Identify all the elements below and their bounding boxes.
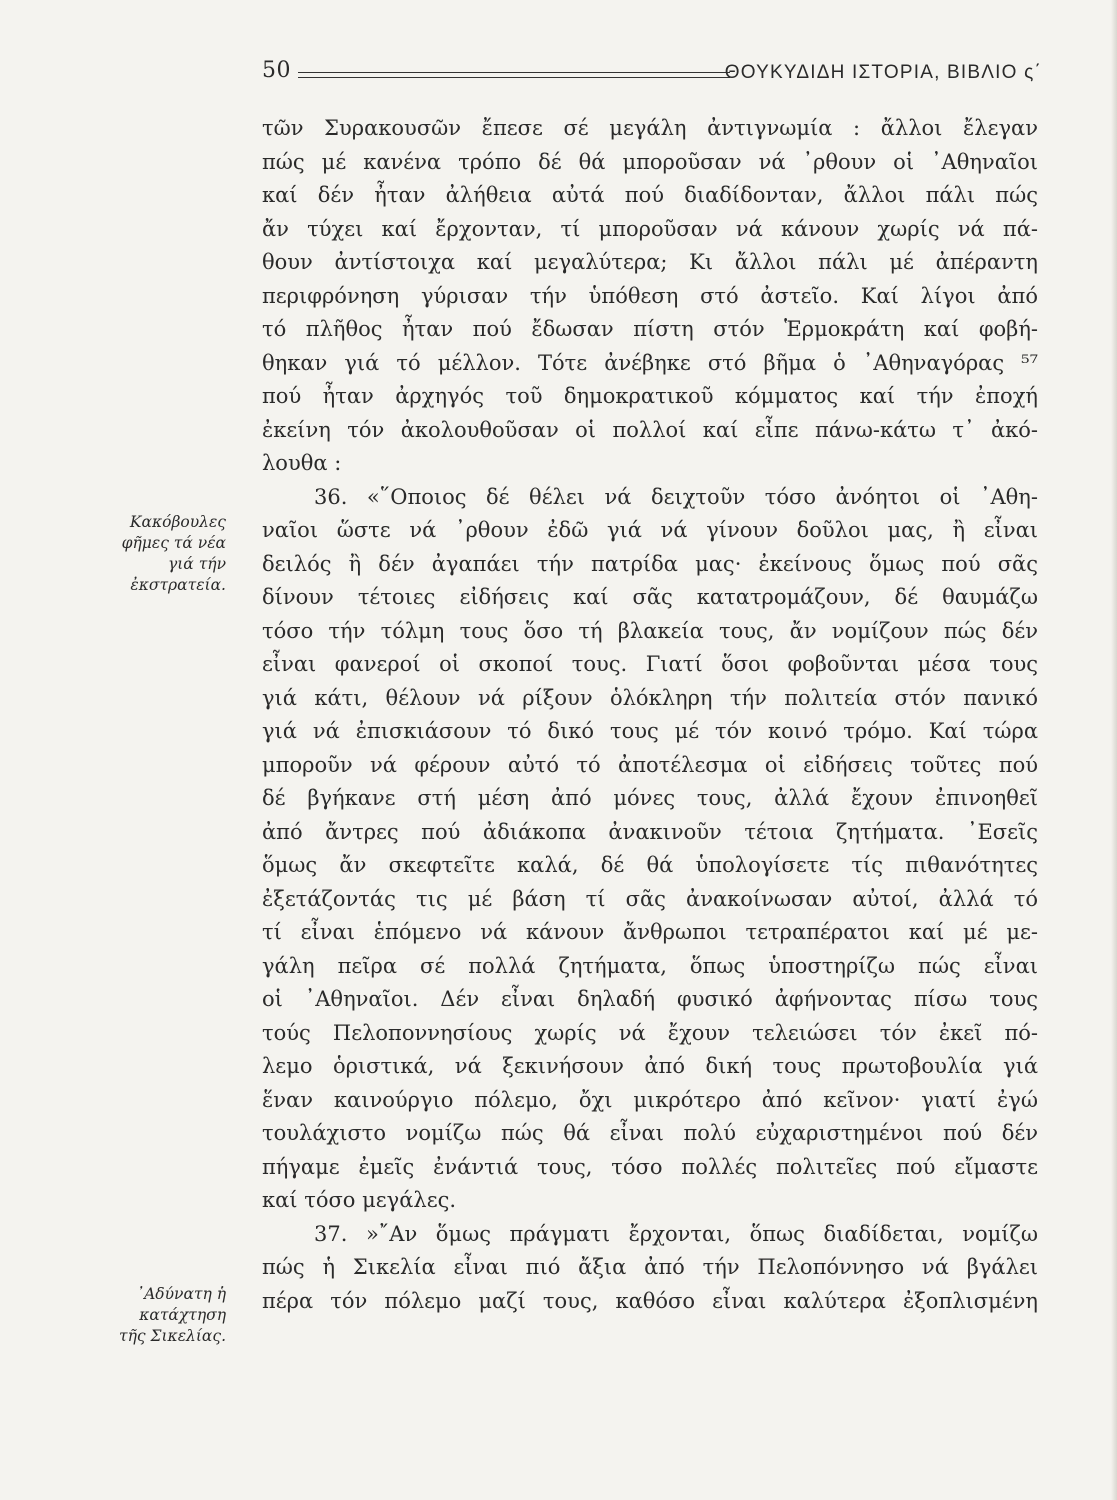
section-36-start: 36. «῞Οποιος δέ θέλει νά δειχτοῦν τόσο ἀνόητοι οἱ ᾿Αθη- (314, 484, 1038, 509)
text-line: εἶναι φανεροί οἱ σκοποί τους. Γιατί ὅσοι φοβοῦνται μέσα τους (262, 652, 1038, 676)
text-line: γιά κάτι, θέλουν νά ρίξουν ὁλόκληρη τήν πολιτεία στόν πανικό (262, 685, 1038, 710)
scan-edge-shadow (1111, 0, 1117, 1500)
text-line: τί εἶναι ἑπόμενο νά κάνουν ἄνθρωποι τετραπέρατοι καί μέ με- (262, 920, 1038, 944)
margin-note-line: γιά τήν (167, 555, 226, 573)
text-line: πέρα τόν πόλεμο μαζί τους, καθόσο εἶναι καλύτερα ἐξοπλισμένη (262, 1288, 1038, 1313)
text-line: δέ βγήκανε στή μέση ἀπό μόνες τους, ἀλλά ἔχουν ἐπινοηθεῖ (262, 786, 1038, 810)
page-header (262, 58, 1042, 94)
text-line: τούς Πελοποννησίους χωρίς νά ἔχουν τελειώσει τόν ἐκεῖ πό- (262, 1020, 1038, 1045)
margin-note-line: Κακόβουλες (129, 513, 226, 531)
text-line: γάλη πεῖρα σέ πολλά ζητήματα, ὅπως ὑποστηρίζω πώς εἶναι (262, 953, 1038, 978)
text-line: ὅμως ἄν σκεφτεῖτε καλά, δέ θά ὑπολογίσετε τίς πιθανότητες (262, 853, 1038, 877)
running-title: ΘΟΥΚΥΔΙΔΗ ΙΣΤΟΡΙΑ, ΒΙΒΛΙΟ ς΄ (724, 62, 1042, 83)
margin-note-sicily (100, 1284, 226, 1347)
text-line: πήγαμε ἐμεῖς ἐνάντιά τους, τόσο πολλές πολιτεῖες πού εἴμαστε (262, 1154, 1038, 1179)
text-line: λουθα : (262, 451, 342, 475)
text-line: καί δέν ἦταν ἀλήθεια αὐτά πού διαδίδονταν, ἄλλοι πάλι πώς (262, 183, 1038, 207)
header-rule (298, 72, 730, 78)
text-line: πώς ἡ Σικελία εἶναι πιό ἄξια ἀπό τήν Πελοπόννησο νά βγάλει (262, 1255, 1038, 1279)
text-line: ναῖοι ὥστε νά ᾿ρθουν ἐδῶ γιά νά γίνουν δοῦλοι μας, ἢ εἶναι (262, 518, 1038, 542)
margin-note-line: τῆς Σικελίας. (119, 1327, 226, 1345)
text-line: ἐκείνη τόν ἀκολουθοῦσαν οἱ πολλοί καί εἶπε πάνω-κάτω τ᾿ ἀκό- (262, 417, 1038, 442)
margin-note-line: ᾿Αδύνατη ἡ (136, 1285, 226, 1303)
page-number: 50 (262, 58, 291, 83)
text-line: καί τόσο μεγάλες. (262, 1188, 457, 1212)
text-line: θηκαν γιά τό μέλλον. Τότε ἀνέβηκε στό βῆμα ὁ ᾿Αθηναγόρας ⁵⁷ (262, 350, 1038, 375)
text-line: τόσο τήν τόλμη τους ὅσο τή βλακεία τους, ἄν νομίζουν πώς δέν (262, 618, 1038, 643)
text-line: δειλός ἢ δέν ἀγαπάει τήν πατρίδα μας· ἐκείνους ὅμως πού σᾶς (262, 551, 1038, 576)
section-37-start: 37. »῎Αν ὅμως πράγματι ἔρχονται, ὅπως διαδίδεται, νομίζω (314, 1221, 1038, 1246)
margin-note-line: κατάχτηση (139, 1306, 226, 1324)
text-line: περιφρόνηση γύρισαν τήν ὑπόθεση στό ἀστεῖο. Καί λίγοι ἀπό (262, 283, 1038, 308)
text-line: ἐξετάζοντάς τις μέ βάση τί σᾶς ἀνακοίνωσαν αὐτοί, ἀλλά τό (262, 886, 1038, 911)
text-line: οἱ ᾿Αθηναῖοι. Δέν εἶναι δηλαδή φυσικό ἀφήνοντας πίσω τους (262, 987, 1038, 1011)
text-line: τῶν Συρακουσῶν ἔπεσε σέ μεγάλη ἀντιγνωμία : ἄλλοι ἔλεγαν (262, 116, 1038, 140)
text-line: ἄν τύχει καί ἔρχονταν, τί μποροῦσαν νά κάνουν χωρίς νά πά- (262, 216, 1038, 241)
text-line: θουν ἀντίστοιχα καί μεγαλύτερα; Κι ἄλλοι πάλι μέ ἀπέραντη (262, 250, 1038, 274)
text-line: γιά νά ἐπισκιάσουν τό δικό τους μέ τόν κοινό τρόμο. Καί τώρα (262, 719, 1038, 743)
text-line: ἀπό ἄντρες πού ἀδιάκοπα ἀνακινοῦν τέτοια ζητήματα. ᾿Εσεῖς (262, 819, 1038, 844)
body-text (262, 112, 1038, 1318)
text-line: ἕναν καινούργιο πόλεμο, ὄχι μικρότερο ἀπό κεῖνον· γιατί ἐγώ (262, 1087, 1038, 1112)
text-line: μποροῦν νά φέρουν αὐτό τό ἀποτέλεσμα οἱ εἰδήσεις τοῦτες πού (262, 752, 1038, 777)
text-line: πώς μέ κανένα τρόπο δέ θά μποροῦσαν νά ᾿ρθουν οἱ ᾿Αθηναῖοι (262, 149, 1038, 174)
margin-note-line: φῆμες τά νέα (121, 534, 226, 552)
text-line: δίνουν τέτοιες εἰδήσεις καί σᾶς κατατρομάζουν, δέ θαυμάζω (262, 585, 1038, 609)
text-line: τουλάχιστο νομίζω πώς θά εἶναι πολύ εὐχαριστημένοι πού δέν (262, 1121, 1038, 1145)
margin-note-line: ἐκστρατεία. (130, 576, 226, 594)
text-line: λεμο ὁριστικά, νά ξεκινήσουν ἀπό δική τους πρωτοβουλία γιά (262, 1054, 1038, 1078)
margin-note-rumours (100, 512, 226, 596)
text-line: τό πλῆθος ἦταν πού ἔδωσαν πίστη στόν Ἑρμοκράτη καί φοβή- (262, 317, 1038, 341)
text-line: πού ἦταν ἀρχηγός τοῦ δημοκρατικοῦ κόμματος καί τήν ἐποχή (262, 384, 1038, 408)
